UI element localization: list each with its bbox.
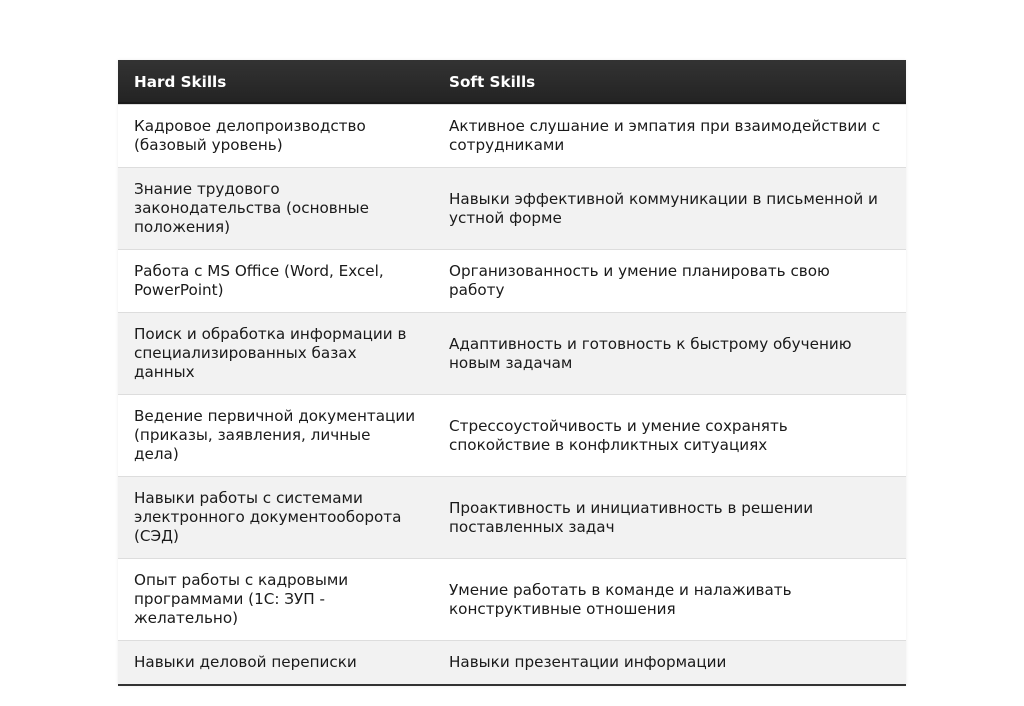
soft-skill-cell: Умение работать в команде и налаживать конструктивные отношения [433,559,906,641]
hard-skill-cell: Ведение первичной документации (приказы, заявления, личные дела) [118,395,433,477]
table-row [118,395,906,477]
hard-skill-cell: Работа с MS Office (Word, Excel, PowerPoint) [118,250,433,313]
table-row [118,105,906,168]
soft-skill-cell: Стрессоустойчивость и умение сохранять спокойствие в конфликтных ситуациях [433,395,906,477]
table-row [118,168,906,250]
hard-skill-cell: Поиск и обработка информации в специализированных базах данных [118,313,433,395]
skills-table [118,60,906,686]
table-row [118,559,906,641]
hard-skill-cell: Навыки деловой переписки [118,641,433,685]
soft-skill-cell: Активное слушание и эмпатия при взаимодействии с сотрудниками [433,105,906,168]
soft-skill-cell: Проактивность и инициативность в решении поставленных задач [433,477,906,559]
soft-skill-cell: Навыки презентации информации [433,641,906,685]
table-row [118,250,906,313]
soft-skill-cell: Организованность и умение планировать свою работу [433,250,906,313]
header-hard-skills: Hard Skills [118,60,433,105]
header-soft-skills: Soft Skills [433,60,906,105]
hard-skill-cell: Знание трудового законодательства (основные положения) [118,168,433,250]
table-row [118,313,906,395]
hard-skill-cell: Кадровое делопроизводство (базовый уровень) [118,105,433,168]
hard-skill-cell: Опыт работы с кадровыми программами (1С: ЗУП - желательно) [118,559,433,641]
skills-table-container [118,60,906,686]
soft-skill-cell: Навыки эффективной коммуникации в письменной и устной форме [433,168,906,250]
table-row [118,477,906,559]
soft-skill-cell: Адаптивность и готовность к быстрому обучению новым задачам [433,313,906,395]
table-row [118,641,906,685]
table-header-row [118,60,906,105]
hard-skill-cell: Навыки работы с системами электронного документооборота (СЭД) [118,477,433,559]
